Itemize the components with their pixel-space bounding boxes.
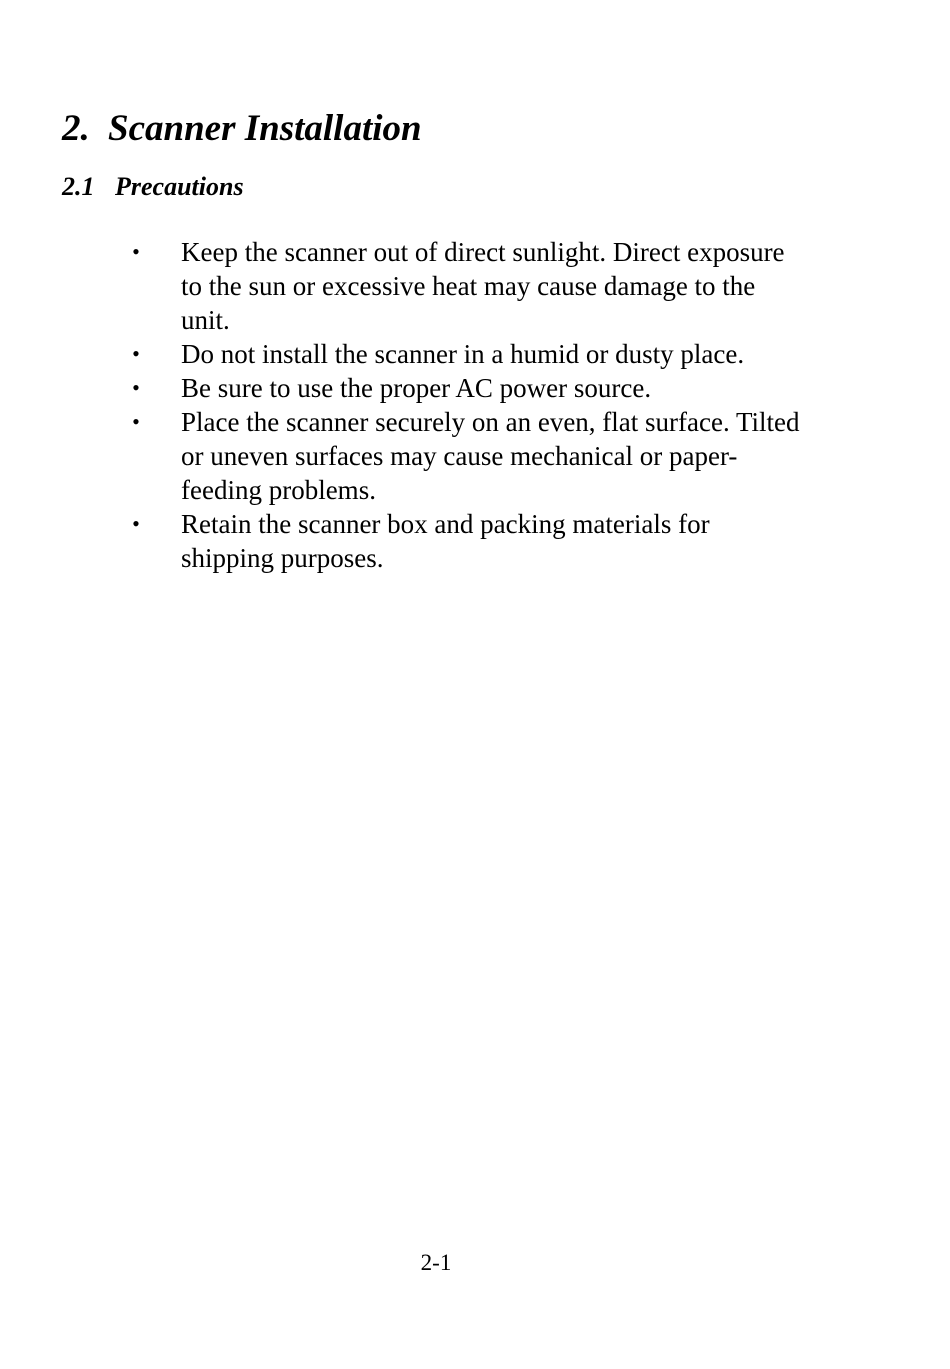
bullet-icon: • xyxy=(132,341,140,366)
list-item xyxy=(129,507,809,575)
list-item xyxy=(129,235,809,337)
section-title xyxy=(62,170,244,204)
page-number: 2-1 xyxy=(420,1250,452,1275)
bullet-icon: • xyxy=(132,375,140,400)
bullet-icon: • xyxy=(132,511,140,536)
precautions-list xyxy=(129,235,809,575)
chapter-number: 2. xyxy=(62,108,90,149)
section-title-text: Precautions xyxy=(115,172,244,201)
list-item xyxy=(129,405,809,507)
list-item-text: Place the scanner securely on an even, flat surface. Tilted or uneven surfaces may cause mechanical or paper-feeding problems. xyxy=(181,407,800,505)
chapter-title-text: Scanner Installation xyxy=(108,108,422,149)
section-number: 2.1 xyxy=(62,172,95,201)
list-item-text: Retain the scanner box and packing materials for shipping purposes. xyxy=(181,509,710,573)
bullet-icon: • xyxy=(132,409,140,434)
list-item xyxy=(129,337,809,371)
list-item-text: Do not install the scanner in a humid or dusty place. xyxy=(181,339,745,369)
chapter-title xyxy=(62,104,422,154)
list-item xyxy=(129,371,809,405)
bullet-icon: • xyxy=(132,239,140,264)
list-item-text: Keep the scanner out of direct sunlight. Direct exposure to the sun or excessive heat may cause damage to the unit. xyxy=(181,237,785,335)
list-item-text: Be sure to use the proper AC power source. xyxy=(181,373,652,403)
